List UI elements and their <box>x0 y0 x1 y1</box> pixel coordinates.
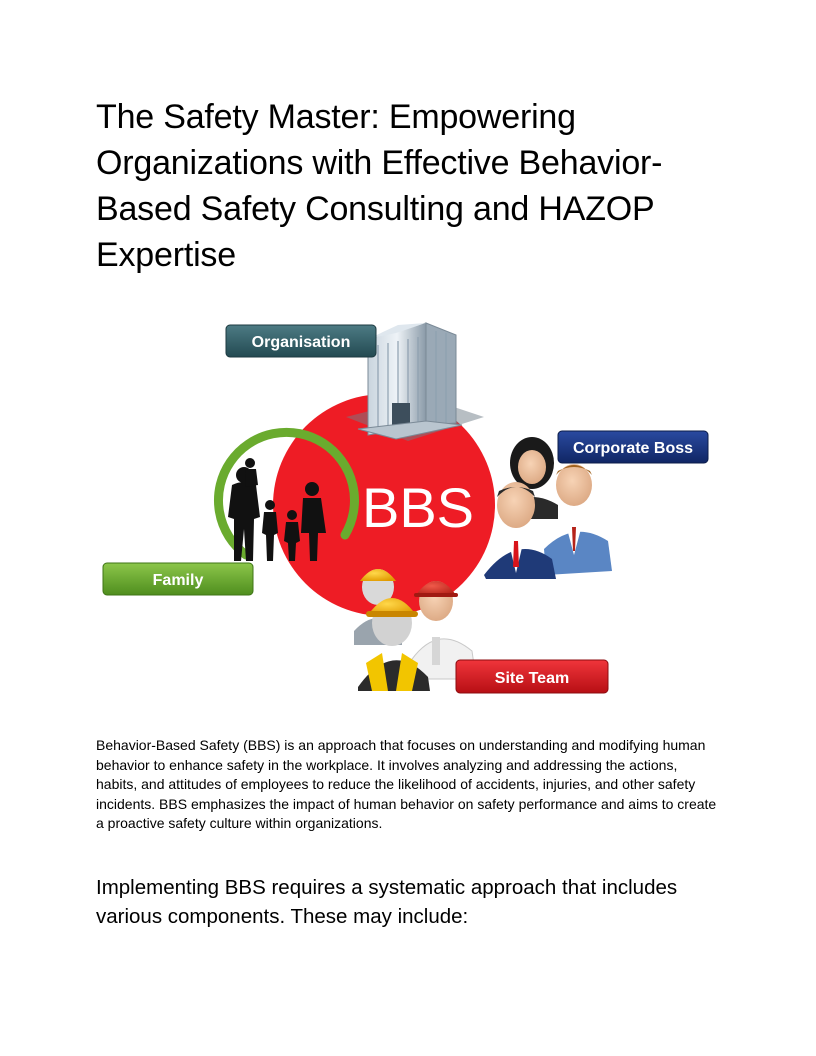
bbs-diagram <box>96 305 720 700</box>
family-label-box <box>103 563 253 595</box>
corporate-boss-label: Corporate Boss <box>572 440 694 457</box>
document-title: The Safety Master: Empowering Organizations with Effective Behavior-Based Safety Consulting and HAZOP Expertise <box>96 98 663 274</box>
organisation-label-box <box>226 325 376 357</box>
site-team-label-box <box>456 660 608 693</box>
family-label: Family <box>152 572 204 589</box>
organisation-label: Organisation <box>251 334 351 351</box>
bbs-center-label: BBS <box>361 476 475 539</box>
corporate-boss-label-box <box>558 431 708 463</box>
bbs-description-paragraph: Behavior-Based Safety (BBS) is an approach that focuses on understanding and modifying human behavior to enhance safety in the workplace. It involves analyzing and addressing the actions, habits, and attitudes of employees to reduce the likelihood of accidents, injuries, and other safety incidents. BBS emphasizes the impact of human behavior on safety performance and aims to create a proactive safety culture within organizations. <box>96 737 717 832</box>
implementation-subheading: Implementing BBS requires a systematic approach that includes various components. These may include: <box>96 876 678 928</box>
site-team-label: Site Team <box>494 670 570 687</box>
